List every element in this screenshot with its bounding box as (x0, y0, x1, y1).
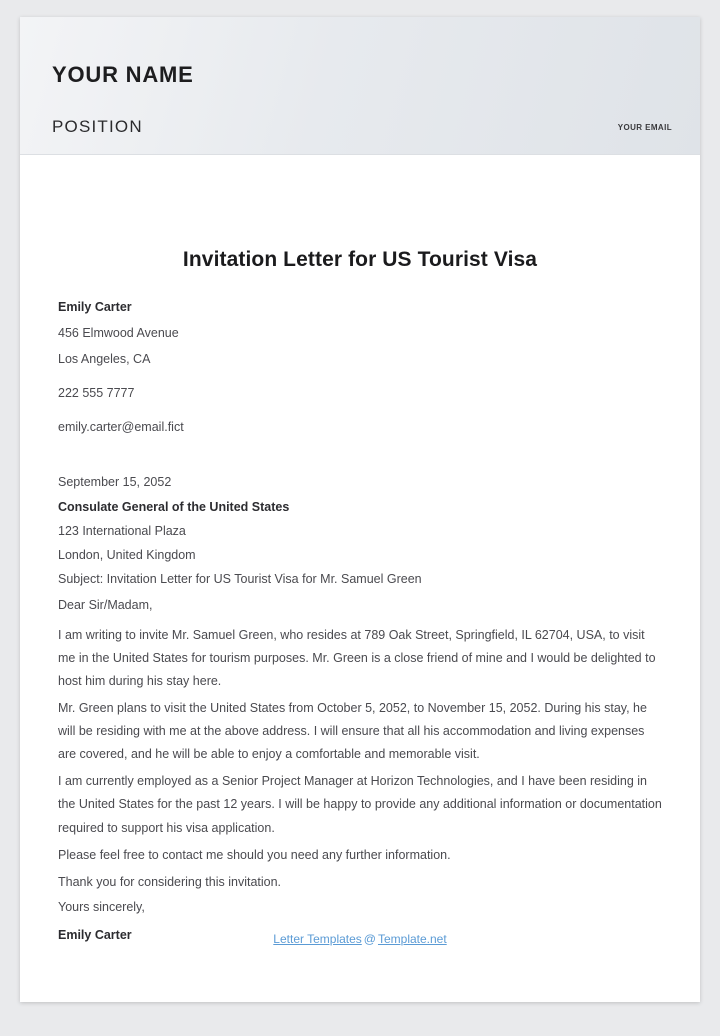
letter-paragraph: I am currently employed as a Senior Project Manager at Horizon Technologies, and I have been residing in the United States for the past 12 years. I will be happy to provide any additional information or documentation required to support his visa application. (58, 774, 662, 835)
signature-name: Emily Carter (58, 927, 132, 942)
sender-address-line-1: 456 Elmwood Avenue (58, 326, 179, 340)
letter-templates-link[interactable]: Letter Templates (273, 932, 362, 946)
sender-phone: 222 555 7777 (58, 385, 135, 400)
letter-paragraph: Mr. Green plans to visit the United States from October 5, 2052, to November 15, 2052. During his stay, he will be residing with me at the above address. I will ensure that all his accommodation and living expenses are covered, and he will be able to enjoy a comfortable and memorable visit. (58, 700, 647, 762)
footer-separator: @ (363, 932, 376, 946)
letterhead-banner (20, 17, 700, 155)
letter-date: September 15, 2052 (58, 474, 172, 489)
recipient-name: Consulate General of the United States (58, 499, 290, 514)
letter-body (20, 155, 700, 942)
letter-closing: Yours sincerely, (58, 899, 145, 914)
sender-block (58, 300, 662, 436)
sender-name: Emily Carter (58, 300, 132, 314)
letterhead-email: YOUR EMAIL (617, 123, 672, 132)
letter-paragraph: Please feel free to contact me should you need any further information. (58, 847, 451, 862)
letter-paragraph: Thank you for considering this invitation. (58, 874, 282, 889)
sender-email: emily.carter@email.fict (58, 419, 184, 434)
sender-address-line-2: Los Angeles, CA (58, 351, 151, 366)
recipient-address-line-1: 123 International Plaza (58, 523, 186, 538)
letter-subject: Subject: Invitation Letter for US Tourist Visa for Mr. Samuel Green (58, 571, 422, 586)
recipient-address-line-2: London, United Kingdom (58, 547, 196, 562)
letterhead-position: POSITION (52, 117, 143, 136)
footer-credit (20, 932, 700, 946)
document-page (20, 17, 700, 1002)
letterhead-name: YOUR NAME (52, 62, 194, 87)
letter-salutation: Dear Sir/Madam, (58, 597, 153, 612)
page-title: Invitation Letter for US Tourist Visa (182, 248, 538, 271)
template-net-link[interactable]: Template.net (377, 932, 447, 946)
sender-recipient-spacer (58, 445, 662, 475)
letter-paragraph: I am writing to invite Mr. Samuel Green, who resides at 789 Oak Street, Springfield, IL 62704, USA, to visit me in the United States for tourism purposes. Mr. Green is a close friend of mine and I would be delighted to host him during his stay here. (58, 627, 656, 688)
